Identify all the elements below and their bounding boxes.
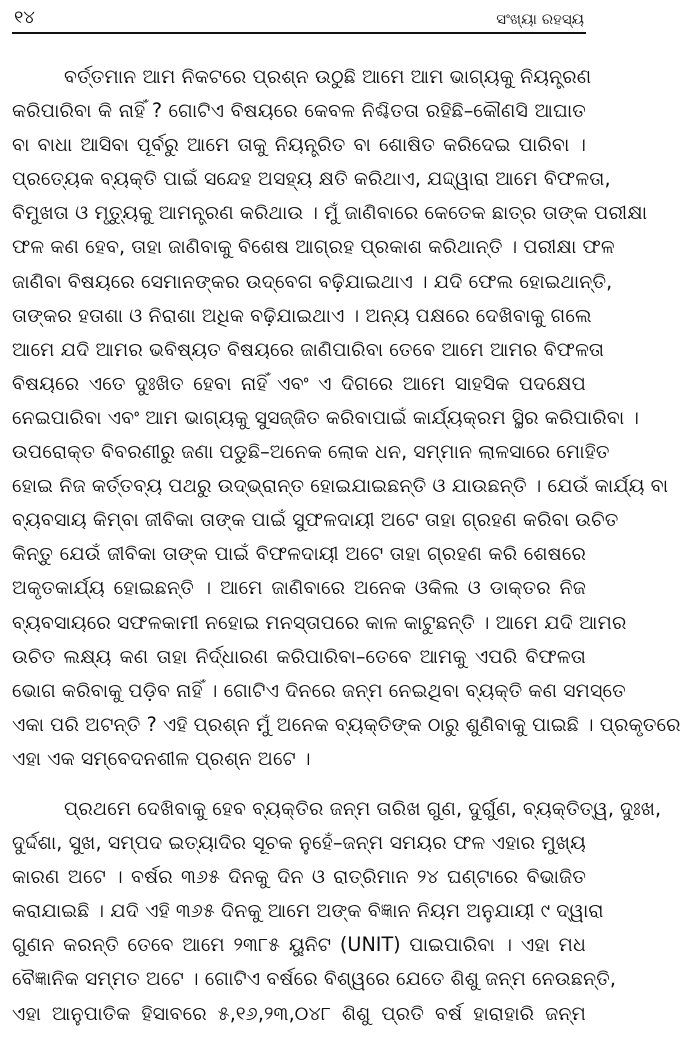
paragraph-1	[12, 60, 681, 776]
text-line: ଉପରୋକ୍ତ ବିବରଣୀରୁ ଜଣା ପଡୁଛି–ଅନେକ ଲୋକ ଧନ, ସମ୍ମାନ ଲାଳସାରେ ମୋହିତ	[12, 440, 610, 464]
text-line: ଉଚିତ ଲକ୍ଷ୍ୟ କଣ ତାହା ନିର୍ଦ୍ଧାରଣ କରିପାରିବା–ତେବେ ଆମକୁ ଏପରି ବିଫଳତା	[12, 644, 586, 668]
page-number: ୧୪	[14, 7, 35, 28]
text-line: ବା ବାଧା ଆସିବା ପୂର୍ବରୁ ଆମେ ତାକୁ ନିୟନ୍ତ୍ରିତ ବା ଶୋଷିତ କରିଦେଇ ପାରିବା ।	[12, 133, 586, 157]
text-line: ଦୁର୍ଦ୍ଦଶା, ସୁଖ, ସମ୍ପଦ ଇତ୍ୟାଦିର ସୂଚକ ନୁହେଁ–ଜନ୍ମ ସମୟର ଫଳ ଏହାର ମୁଖ୍ୟ	[12, 831, 586, 855]
text-line: ଜାଣିବା ବିଷୟରେ ସେମାନଙ୍କର ଉଦ୍‌ବେଗ ବଢ଼ିଯାଇଥାଏ । ଯଦି ଫେଲ ହୋଇଥାନ୍ତି,	[12, 269, 613, 293]
text-line: ଏହା ଆନୁପାତିକ ହିସାବରେ ୫,୧୬,୨୩,୦୪୮ ଶିଶୁ ପ୍ରତି ବର୍ଷ ହାରାହାରି ଜନ୍ମ	[12, 1001, 586, 1025]
text-line: ବର୍ତ୍ତମାନ ଆମ ନିକଟରେ ପ୍ରଶ୍ନ ଉଠୁଛି ଆମେ ଆମ ଭାଗ୍ୟକୁ ନିୟନ୍ତ୍ରଣ	[64, 65, 592, 88]
text-line: ବୈଜ୍ଞାନିକ ସମ୍ମତ ଅଟେ । ଗୋଟିଏ ବର୍ଷରେ ବିଶ୍ୱରେ ଯେତେ ଶିଶୁ ଜନ୍ମ ନେଉଛନ୍ତି,	[12, 967, 617, 991]
text-line: କରାଯାଇଛି । ଯଦି ଏହି ୩୬୫ ଦିନକୁ ଆମେ ଅଙ୍କ ବିଜ୍ଞାନ ନିୟମ ଅନୁଯାୟୀ ୯ ଦ୍ୱାରା	[12, 899, 604, 923]
text-line: ବ୍ୟବସାୟରେ ସଫଳକାମୀ ନହୋଇ ମନସ୍ତାପରେ କାଳ କାଟୁଛନ୍ତି । ଆମେ ଯଦି ଆମର	[12, 610, 627, 634]
text-line: ଆମେ ଯଦି ଆମର ଭବିଷ୍ୟତ ବିଷୟରେ ଜାଣିପାରିବା ତେବେ ଆମେ ଆମର ବିଫଳତା	[12, 337, 605, 361]
text-line: ପ୍ରତ୍ୟେକ ବ୍ୟକ୍ତି ପାଇଁ ସନ୍ଦେହ ଅସହ୍ୟ କ୍ଷତି କରିଥାଏ, ଯଦ୍ଦ୍ୱାରା ଆମେ ବିଫଳତା,	[12, 167, 611, 191]
text-line: ନେଇପାରିବା ଏବଂ ଆମ ଭାଗ୍ୟକୁ ସୁସଜ୍ଜିତ କରିବାପାଇଁ କାର୍ଯ୍ୟକ୍ରମ ସ୍ଥିର କରିପାରିବା ।	[12, 405, 639, 429]
text-line: କରିପାରିବା କି ନାହିଁ ? ଗୋଟିଏ ବିଷୟରେ କେବଳ ନିଶ୍ଚିତତା ରହିଛି–କୌଣସି ଆଘାତ	[12, 99, 586, 123]
page-header	[12, 0, 586, 34]
text-line: ଫଳ କଣ ହେବ, ତାହା ଜାଣିବାକୁ ବିଶେଷ ଆଗ୍ରହ ପ୍ରକାଶ କରିଥାନ୍ତି । ପରୀକ୍ଷା ଫଳ	[12, 235, 615, 259]
text-line: ବ୍ୟବସାୟ କିମ୍ବା ଜୀବିକା ତାଙ୍କ ପାଇଁ ସୁଫଳଦାୟୀ ଅଟେ ତାହା ଗ୍ରହଣ କରିବା ଉଚିତ	[12, 508, 619, 532]
body-text	[12, 60, 681, 1031]
text-line: ଏହା ଏକ ସମ୍ବେଦନଶୀଳ ପ୍ରଶ୍ନ ଅଟେ ।	[12, 746, 311, 770]
text-line: ଏକା ପରି ଅଟନ୍ତି ? ଏହି ପ୍ରଶ୍ନ ମୁଁ ଅନେକ ବ୍ୟକ୍ତିଙ୍କ ଠାରୁ ଶୁଣିବାକୁ ପାଇଛି । ପ୍ରକୃତରେ	[12, 712, 681, 736]
text-line: ଭୋଗ କରିବାକୁ ପଡ଼ିବ ନାହିଁ । ଗୋଟିଏ ଦିନରେ ଜନ୍ମ ନେଇଥିବା ବ୍ୟକ୍ତି କଣ ସମସ୍ତେ	[12, 678, 626, 702]
running-title: ସଂଖ୍ୟା ରହସ୍ୟ	[496, 10, 584, 28]
text-line: ବିମୁଖତା ଓ ମୃତ୍ୟୁକୁ ଆମନ୍ତ୍ରଣ କରିଥାଉ । ମୁଁ ଜାଣିବାରେ କେତେକ ଛାତ୍ର ତାଙ୍କ ପରୀକ୍ଷା	[12, 201, 648, 225]
text-line: କିନ୍ତୁ ଯେଉଁ ଜୀବିକା ତାଙ୍କ ପାଇଁ ବିଫଳଦାୟୀ ଅଟେ ତାହା ଗ୍ରହଣ କରି ଶେଷରେ	[12, 542, 586, 566]
text-line: ଅକୃତକାର୍ଯ୍ୟ ହୋଇଛନ୍ତି । ଆମେ ଜାଣିବାରେ ଅନେକ ଓକିଲ ଓ ଡାକ୍ତର ନିଜ	[12, 576, 586, 600]
text-line: ପ୍ରଥମେ ଦେଖିବାକୁ ହେବ ବ୍ୟକ୍ତିର ଜନ୍ମ ତାରିଖ ଗୁଣ, ଦୁର୍ଗୁଣ, ବ୍ୟକ୍ତିତ୍ୱ, ଦୁଃଖ,	[64, 796, 662, 820]
text-line: ତାଙ୍କର ହତାଶା ଓ ନିରାଶା ଅଧିକ ବଢ଼ିଯାଇଥାଏ । ଅନ୍ୟ ପକ୍ଷରେ ଦେଖିବାକୁ ଗଲେ	[12, 303, 592, 327]
paragraph-gap	[12, 776, 586, 792]
text-line: କାରଣ ଅଟେ । ବର୍ଷର ୩୬୫ ଦିନକୁ ଦିନ ଓ ରାତ୍ରିମାନ ୨୪ ଘଣ୍ଟାରେ ବିଭାଜିତ	[12, 865, 586, 889]
text-line: ଗୁଣନ କରନ୍ତି ତେବେ ଆମେ ୨୩୮୫ ୟୁନିଟ (UNIT) ପାଇପାରିବା । ଏହା ମଧ	[12, 933, 586, 957]
text-line: ବିଷୟରେ ଏତେ ଦୁଃଖିତ ହେବା ନାହିଁ ଏବଂ ଏ ଦିଗରେ ଆମେ ସାହସିକ ପଦକ୍ଷେପ	[12, 371, 586, 395]
text-line: ହୋଇ ନିଜ କର୍ତ୍ତବ୍ୟ ପଥରୁ ଉଦ୍‌ଭ୍ରାନ୍ତ ହୋଇଯାଇଛନ୍ତି ଓ ଯାଉଛନ୍ତି । ଯେଉଁ କାର୍ଯ୍ୟ ବା	[12, 474, 669, 498]
paragraph-2	[12, 792, 662, 1031]
